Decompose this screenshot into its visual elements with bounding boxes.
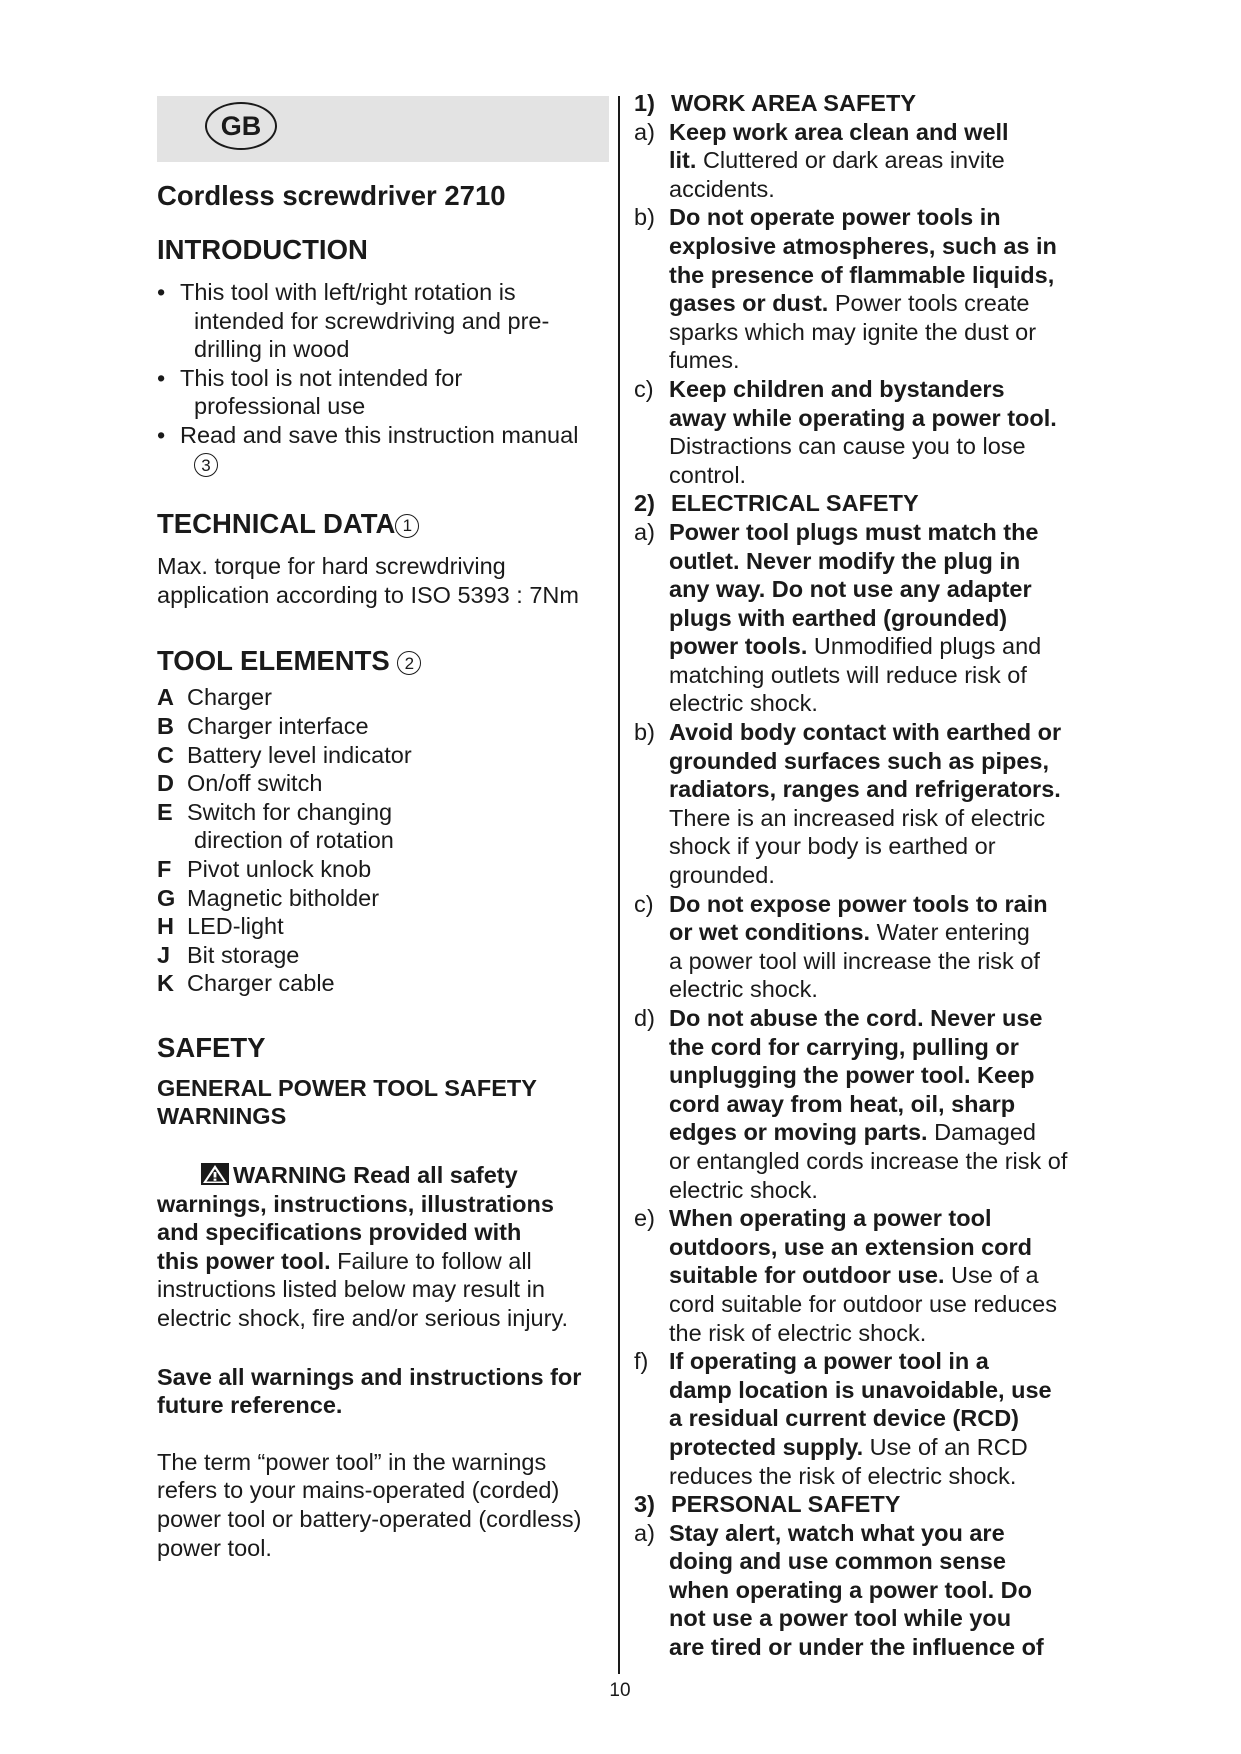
language-badge: GB xyxy=(205,102,277,150)
list-item: a) Power tool plugs must match the outlet. Never modify the plug in any way. Do not use any adapter plugs with earthed (grounded) power tools. Unmodified plugs and matching outlets will reduce risk of electric shock. xyxy=(634,518,1042,717)
tool-element-a xyxy=(157,683,609,712)
tool-element-label: Pivot unlock knob xyxy=(187,855,372,882)
list-item: a) Stay alert, watch what you are doing and use common sense when operating a power tool. Do not use a power tool while you are tired or under the influence of xyxy=(634,1519,1044,1661)
safety-subheading-line1: GENERAL POWER TOOL SAFETY xyxy=(157,1074,537,1101)
language-band xyxy=(157,96,609,162)
warning-line3: and specifications provided with xyxy=(157,1219,522,1246)
introduction-heading: INTRODUCTION xyxy=(157,234,368,265)
figure-ref-2: 2 xyxy=(397,651,421,675)
tool-element-b xyxy=(157,712,609,741)
figure-ref-1: 1 xyxy=(395,514,419,538)
tool-element-key: K xyxy=(157,970,174,997)
list-item: b) Avoid body contact with earthed or grounded surfaces such as pipes, radiators, ranges and refrigerators. There is an increased risk of electric shock if your body is earthed or grounded. xyxy=(634,719,1062,889)
safety-subheading-line2: WARNINGS xyxy=(157,1103,287,1130)
introduction-list xyxy=(157,278,609,478)
list-item: d) Do not abuse the cord. Never use the cord for carrying, pulling or unplugging the power tool. Keep cord away from heat, oil, sharp edges or moving parts. Damaged or entangled cords increase the risk of electric shock. xyxy=(634,1005,1068,1203)
tool-elements-list xyxy=(157,683,609,998)
tool-element-g xyxy=(157,884,609,913)
tool-elements-heading: TOOL ELEMENTS 2 xyxy=(157,645,609,677)
tool-element-key: C xyxy=(157,741,174,768)
power-tool-definition xyxy=(157,1448,609,1562)
tool-element-label: Charger interface xyxy=(187,712,369,739)
tool-element-c xyxy=(157,741,609,770)
list-item xyxy=(157,421,609,478)
term-line2: refers to your mains-operated (corded) xyxy=(157,1477,560,1504)
warning-icon xyxy=(201,1163,229,1185)
column-divider xyxy=(618,96,620,1674)
save-instructions xyxy=(157,1363,609,1420)
tool-element-k xyxy=(157,969,609,998)
product-title: Cordless screwdriver 2710 xyxy=(157,180,506,211)
tool-element-j xyxy=(157,941,609,970)
tool-element-label: Magnetic bitholder xyxy=(187,884,380,911)
list-item: e) When operating a power tool outdoors, use an extension cord suitable for outdoor use. Use of a cord suitable for outdoor use reduces the risk of electric shock. xyxy=(634,1205,1057,1346)
bullet: • xyxy=(157,279,166,305)
tool-element-label: LED-light xyxy=(187,913,284,940)
save-line1: Save all warnings and instructions for xyxy=(157,1363,582,1390)
tool-element-key: E xyxy=(157,798,173,825)
section-personal: 3) PERSONAL SAFETY xyxy=(634,1491,901,1518)
warning-line1: WARNING Read all safety xyxy=(233,1162,518,1189)
tool-element-label: Battery level indicator xyxy=(187,741,412,768)
warning-line4-bold: this power tool. xyxy=(157,1247,331,1274)
right-column xyxy=(634,89,1104,1662)
list-item: b) Do not operate power tools in explosive atmospheres, such as in the presence of flammable liquids, gases or dust. Power tools create sparks which may ignite the dust or fumes. xyxy=(634,204,1057,374)
left-column xyxy=(157,96,609,1562)
list-item: c) Keep children and bystanders away while operating a power tool. Distractions can cause you to lose control. xyxy=(634,375,1057,488)
list-item xyxy=(157,278,609,364)
intro-b2-line1: This tool is not intended for xyxy=(180,364,463,391)
intro-b1-line1: This tool with left/right rotation is xyxy=(180,279,516,305)
section-electrical: 2) ELECTRICAL SAFETY xyxy=(634,490,919,517)
warning-line6: electric shock, fire and/or serious injury. xyxy=(157,1305,568,1332)
tool-element-key: B xyxy=(157,712,174,739)
tool-element-label-cont: direction of rotation xyxy=(194,827,394,854)
tool-element-key: D xyxy=(157,770,174,797)
intro-b1-line2: intended for screwdriving and pre- xyxy=(194,307,550,334)
term-line1: The term “power tool” in the warnings xyxy=(157,1448,547,1475)
save-line2: future reference. xyxy=(157,1392,343,1419)
intro-b3-line1: Read and save this instruction manual xyxy=(180,421,579,448)
page-number: 10 xyxy=(609,1680,631,1701)
term-line4: power tool. xyxy=(157,1534,272,1561)
technical-data-heading: TECHNICAL DATA 1 xyxy=(157,508,609,540)
intro-b1-line3: drilling in wood xyxy=(194,336,350,363)
warning-block xyxy=(157,1161,609,1333)
list-item: f) If operating a power tool in a damp location is unavoidable, use a residual current device (RCD) protected supply. Use of an RCD reduces the risk of electric shock. xyxy=(634,1348,1052,1489)
tool-element-h xyxy=(157,912,609,941)
intro-b2-line2: professional use xyxy=(194,393,366,420)
tool-element-label: Bit storage xyxy=(187,941,300,968)
technical-line1: Max. torque for hard screwdriving xyxy=(157,553,506,580)
list-item: c) Do not expose power tools to rain or wet conditions. Water entering a power tool will increase the risk of electric shock. xyxy=(634,890,1048,1003)
bullet: • xyxy=(157,421,166,448)
tool-element-label: Charger xyxy=(187,684,272,711)
tool-element-label: Switch for changing xyxy=(187,798,393,825)
figure-ref-3: 3 xyxy=(194,453,218,477)
bullet: • xyxy=(157,364,166,391)
technical-line2: application according to ISO 5393 : 7Nm xyxy=(157,581,579,608)
tool-element-e xyxy=(157,798,609,855)
tool-element-label: On/off switch xyxy=(187,770,323,797)
section-work-area: 1) WORK AREA SAFETY xyxy=(634,90,917,116)
safety-heading: SAFETY xyxy=(157,1031,266,1063)
tool-element-key: F xyxy=(157,855,172,882)
tool-element-f xyxy=(157,855,609,884)
tool-element-key: A xyxy=(157,684,174,711)
term-line3: power tool or battery-operated (cordless) xyxy=(157,1506,582,1532)
tool-element-d xyxy=(157,769,609,798)
list-item xyxy=(157,364,609,421)
tool-element-key: G xyxy=(157,884,176,911)
warning-line4: Failure to follow all xyxy=(330,1247,532,1274)
warning-line2: warnings, instructions, illustrations xyxy=(157,1190,554,1217)
tool-element-label: Charger cable xyxy=(187,970,335,997)
list-item: a) Keep work area clean and well lit. Cluttered or dark areas invite accidents. xyxy=(634,118,1009,202)
tool-element-key: H xyxy=(157,913,174,940)
warning-line5: instructions listed below may result in xyxy=(157,1276,545,1303)
tool-element-key: J xyxy=(157,941,171,968)
